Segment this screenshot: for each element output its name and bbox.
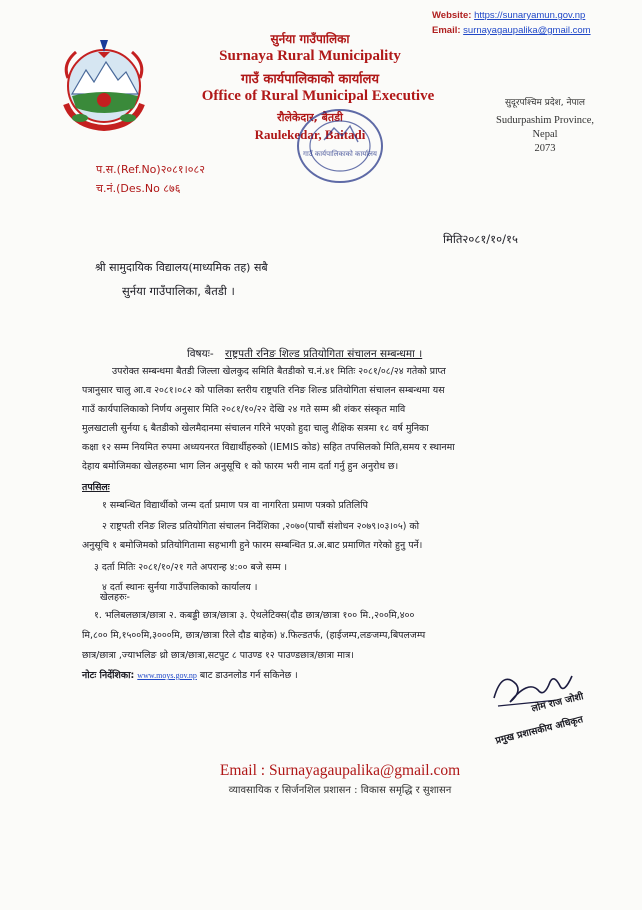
- email-link[interactable]: surnayagaupalika@gmail.com: [463, 25, 591, 36]
- list-item: ३ दर्ता मितिः २०८१/१०/२१ गते अपरान्ह ४:०० बजे सम्म ।: [94, 562, 288, 573]
- addressee-line-1: श्री सामुदायिक विद्यालय(माध्यमिक तह) सबै: [95, 261, 268, 274]
- list-item: १ सम्बन्धित विद्यार्थीको जन्म दर्ता प्रमाण पत्र वा नागरिता प्रमाण पत्रको प्रतिलिपि: [102, 500, 368, 511]
- subject-text: राष्ट्रपती रनिङ शिल्ड प्रतियोगिता संचालन सम्बन्धमा ।: [224, 348, 423, 360]
- list-item: मि,८०० मि,१५००मि,३०००मि, छात्र/छात्रा रिले दौड बाहेक) ४.फिल्डतर्फ, (हाईजम्प,लङजम्प,बिपलजम्प: [82, 630, 426, 641]
- body-line: पत्रानुसार चालु आ.व २०८१।०८२ को पालिका स्तरीय राष्ट्रपति रनिङ शिल्ड प्रतियोगिता संचालन सम्बन्धमा यस: [82, 385, 445, 396]
- province-en-2: Nepal: [532, 129, 558, 140]
- list-item: अनुसूचि १ बमोजिमको प्रतियोगितामा सहभागी हुने फारम सम्बन्धित प्र.अ.बाट प्रमाणित गरेको हुनु पर्ने।: [82, 540, 423, 551]
- note-label: नोटः निर्देशिका:: [82, 670, 135, 681]
- header-np-place: रौलेकेदार, बैतडी: [277, 111, 343, 124]
- website-label: Website:: [432, 10, 472, 21]
- subject-label: विषयः-: [187, 348, 214, 360]
- footer-email: Email : Surnayagaupalika@gmail.com: [219, 762, 461, 779]
- letter-date: मिति२०८१/१०/१५: [443, 232, 518, 246]
- dispatch-number: च.नं.(Des.No ८७६: [96, 182, 181, 195]
- list-item: १. भलिबलछात्र/छात्रा २. कबड्डी छात्र/छात्रा ३. ऐथलेटिक्स(दौड छात्र/छात्रा १०० मि.,२००मि,४००: [94, 610, 415, 621]
- list-item: २ राष्ट्रपती रनिङ शिल्ड प्रतियोगिता संचालन निर्देशिका ,२०७०(पाचौं संशोधन २०७९।०३।०५) को: [102, 521, 419, 532]
- body-line: गाउँ कार्यपालिकाको निर्णय अनुसार मिति २०८१/१०/२२ देखि २४ गते सम्म श्री शंकर संस्कृत मावि: [82, 404, 406, 415]
- website-link[interactable]: https://sunaryamun.gov.np: [474, 10, 586, 21]
- list-item: छात्र/छात्रा ,ज्याभलिङ थ्रो छात्र/छात्रा,सटपुट ८ पाउण्ड १२ पाउण्डछात्र/छात्रा मात्र।: [82, 650, 354, 661]
- email-label: Email:: [432, 25, 461, 36]
- signatory-title: प्रमुख प्रशासकीय अधिकृत: [494, 714, 585, 747]
- addressee-line-2: सुर्नया गाउँपालिका, बैतडी ।: [122, 284, 235, 298]
- office-stamp-icon: [294, 106, 386, 186]
- header-en-name: Surnaya Rural Municipality: [219, 48, 401, 64]
- games-label: खेलहरुः-: [100, 592, 130, 603]
- header-en-place: Raulekedar, Baitadi: [254, 127, 366, 142]
- subject: [187, 347, 422, 361]
- header-np-name: सुर्नया गाउँपालिका: [270, 32, 350, 46]
- province-en-1: Sudurpashim Province,: [496, 115, 594, 126]
- stamp-text: गाउँ कार्यपालिकाको कार्यालय: [303, 150, 377, 158]
- body-line: उपरोक्त सम्बन्धमा बैतडी जिल्ला खेलकुद समिति बैतडीको च.नं.४१ मितिः २०८१/०८/२४ गतेको प्राप्त: [112, 366, 446, 377]
- body-line: मुलखटाली सुर्नया ६ बैतडीको खेलमैदानमा संचालन गरिने भएको हुदा चालु शैक्षिक सत्रमा १८ वर्ष मुनिका: [82, 423, 429, 434]
- note-line: [82, 668, 298, 684]
- province-np: सुदूरपश्चिम प्रदेश, नेपाल: [504, 98, 586, 108]
- nepal-emblem-icon: [54, 34, 154, 134]
- tapsil-label: तपसिलः: [82, 482, 110, 493]
- list-item: ४ दर्ता स्थानः सुर्नया गाउँपालिकाको कार्यालय ।: [102, 582, 258, 593]
- header-np-office: गाउँ कार्यपालिकाको कार्यालय: [241, 72, 379, 87]
- header-en-office: Office of Rural Municipal Executive: [201, 88, 435, 104]
- ref-number: प.स.(Ref.No)२०८१।०८२: [96, 163, 205, 176]
- body-line: कक्षा १२ सम्म नियमित रुपमा अध्ययनरत विद्यार्थीहरुको (IEMIS कोड) सहित तपसिलको मिति,समय र स्थानमा: [82, 442, 455, 453]
- footer-slogan: व्यावसायिक र सिर्जनशिल प्रशासन : विकास समृद्धि र सुशासन: [228, 785, 452, 796]
- province-year: 2073: [534, 143, 556, 154]
- signatory-name: लोम राज जोशी: [530, 691, 585, 715]
- moys-link[interactable]: www.moys.gov.np: [137, 671, 197, 680]
- note-rest: बाट डाउनलोड गर्न सकिनेछ ।: [199, 670, 298, 681]
- body-line: देहाय बमोजिमका खेलहरुमा भाग लिन अनुसूचि १ को फारम भरी नाम दर्ता गर्नु हुन अनुरोध छ।: [82, 461, 399, 472]
